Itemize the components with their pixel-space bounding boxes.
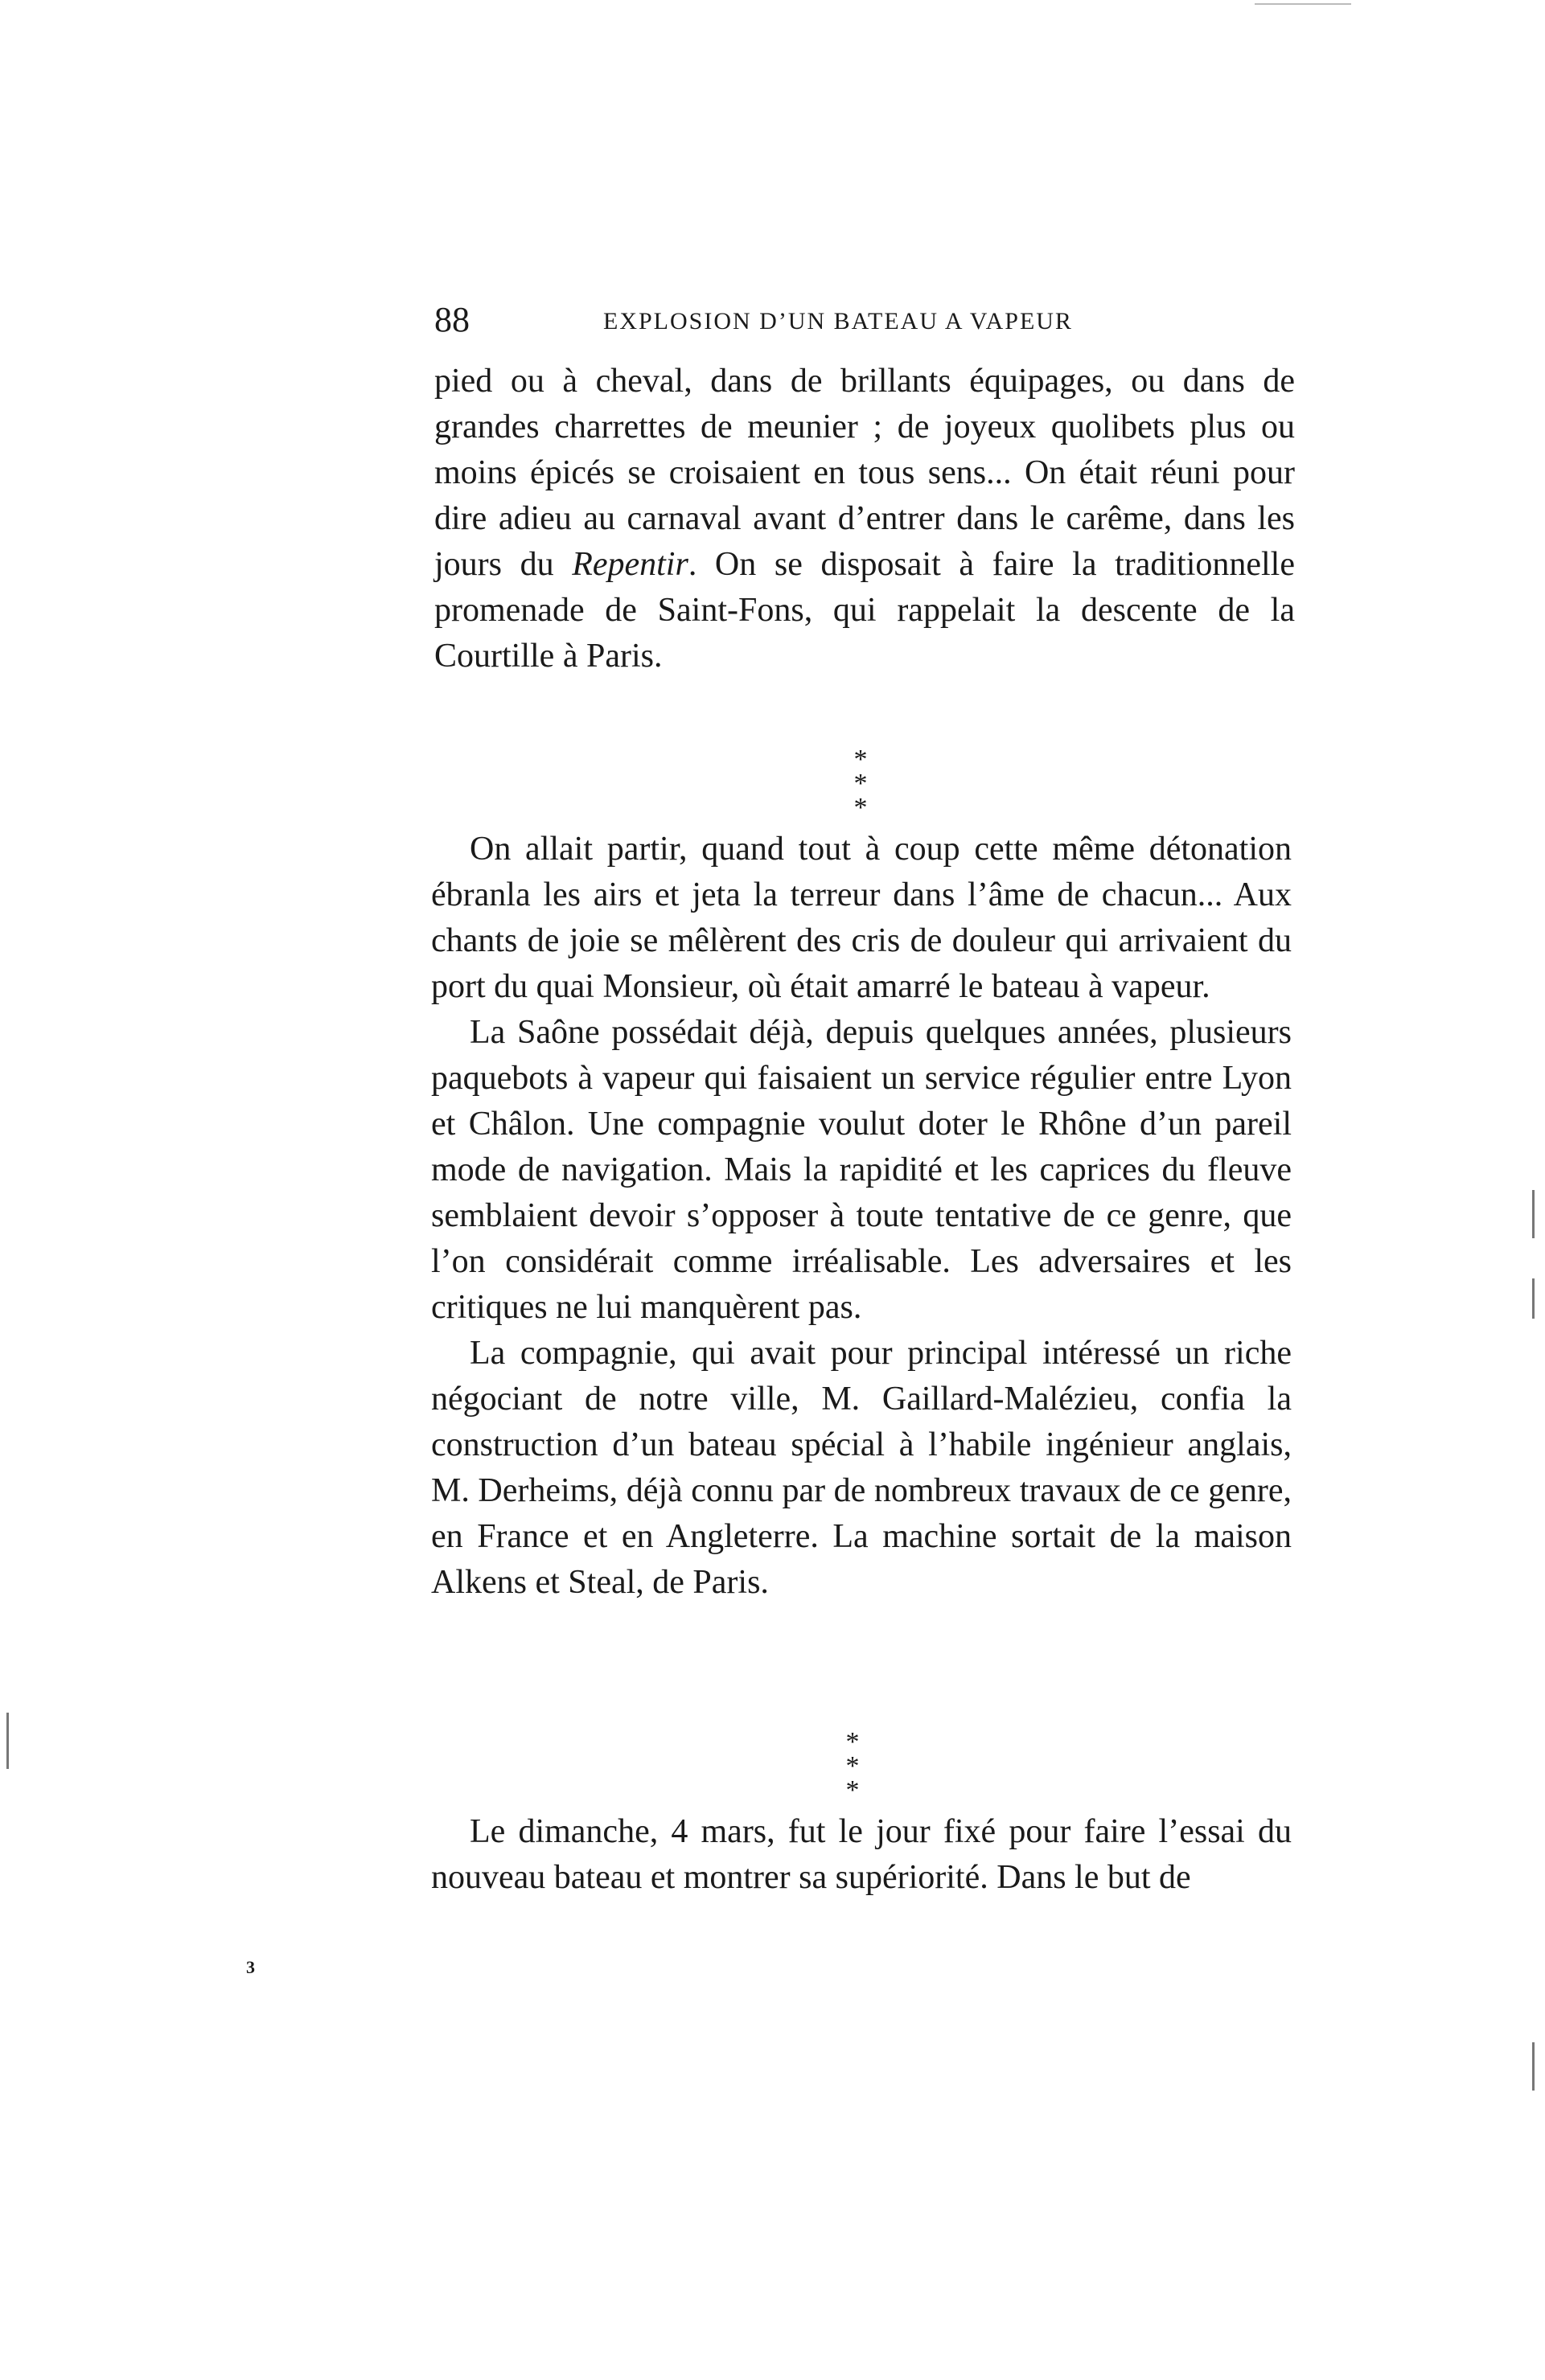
paragraph-5: Le dimanche, 4 mars, fut le jour fixé pour faire l’essai du nouveau bateau et montrer sa supériorité. Dans le but de [431,1813,1292,1896]
paragraph-1-italic: Repentir [572,546,688,583]
paragraph-4: La compagnie, qui avait pour principal intéressé un riche négociant de notre ville, M. Gaillard-Malézieu, confia la construction d’un bateau spécial à l’habile ingénieur anglais, M. Derheims, déjà connu par de nombreux travaux de ce genre, en France et en Angleterre. La machine sortait de la maison Alkens et Steal, de Paris. [431,1335,1292,1601]
paragraph-2: On allait partir, quand tout à coup cette même détonation ébranla les airs et jeta la terreur dans l’âme de chacun... Aux chants de joie se mêlèrent des cris de douleur qui arrivaient du port du quai Monsieur, où était amarré le bateau à vapeur. [431,831,1292,1005]
asterism-bottom: * * [845,1751,868,1805]
paragraph-1-text-end: . On se disposait à faire la traditionnelle promenade de Saint-Fons, qui rappelait la descente de la Courtille à Paris. [434,546,1295,675]
text-section-1 [434,359,1295,679]
asterism-top: * [845,1727,860,1757]
scan-edge-mark [6,1713,9,1769]
page-header [434,296,1287,344]
section-break-asterism [828,745,893,823]
paragraph-3: La Saône possédait déjà, depuis quelques années, plusieurs paquebots à vapeur qui faisaient un service régulier entre Lyon et Châlon. Une compagnie voulut doter le Rhône d’un pareil mode de navigation. Mais la rapidité et les caprices du fleuve semblaient devoir s’opposer à toute tentative de ce genre, que l’on considérait comme irréalisable. Les adversaires et les critiques ne lui manquèrent pas. [431,1014,1292,1326]
scan-edge-mark [1532,1190,1535,1238]
paragraph-1-text: pied ou à cheval, dans de brillants équipages, ou dans de grandes charrettes de meunier ; de joyeux quolibets plus ou moins épicés se croisaient en tous sens... On était réuni pour dire adieu au carnaval avant d’entrer dans le carême, dans les jours du [434,363,1295,583]
asterism-top: * [853,745,868,774]
asterism-bottom: * * [853,769,876,823]
text-section-2 [431,827,1292,1606]
section-break-asterism-2 [820,1727,885,1805]
scan-edge-mark [1255,3,1351,5]
running-title: EXPLOSION D’UN BATEAU A VAPEUR [603,308,1073,334]
text-section-3 [431,1809,1292,1901]
page-number: 88 [434,300,470,339]
scan-edge-mark [1532,1278,1535,1319]
paragraph-1 [434,359,1295,679]
scan-edge-mark [1532,2042,1535,2091]
margin-mark: 3 [246,1957,255,1977]
